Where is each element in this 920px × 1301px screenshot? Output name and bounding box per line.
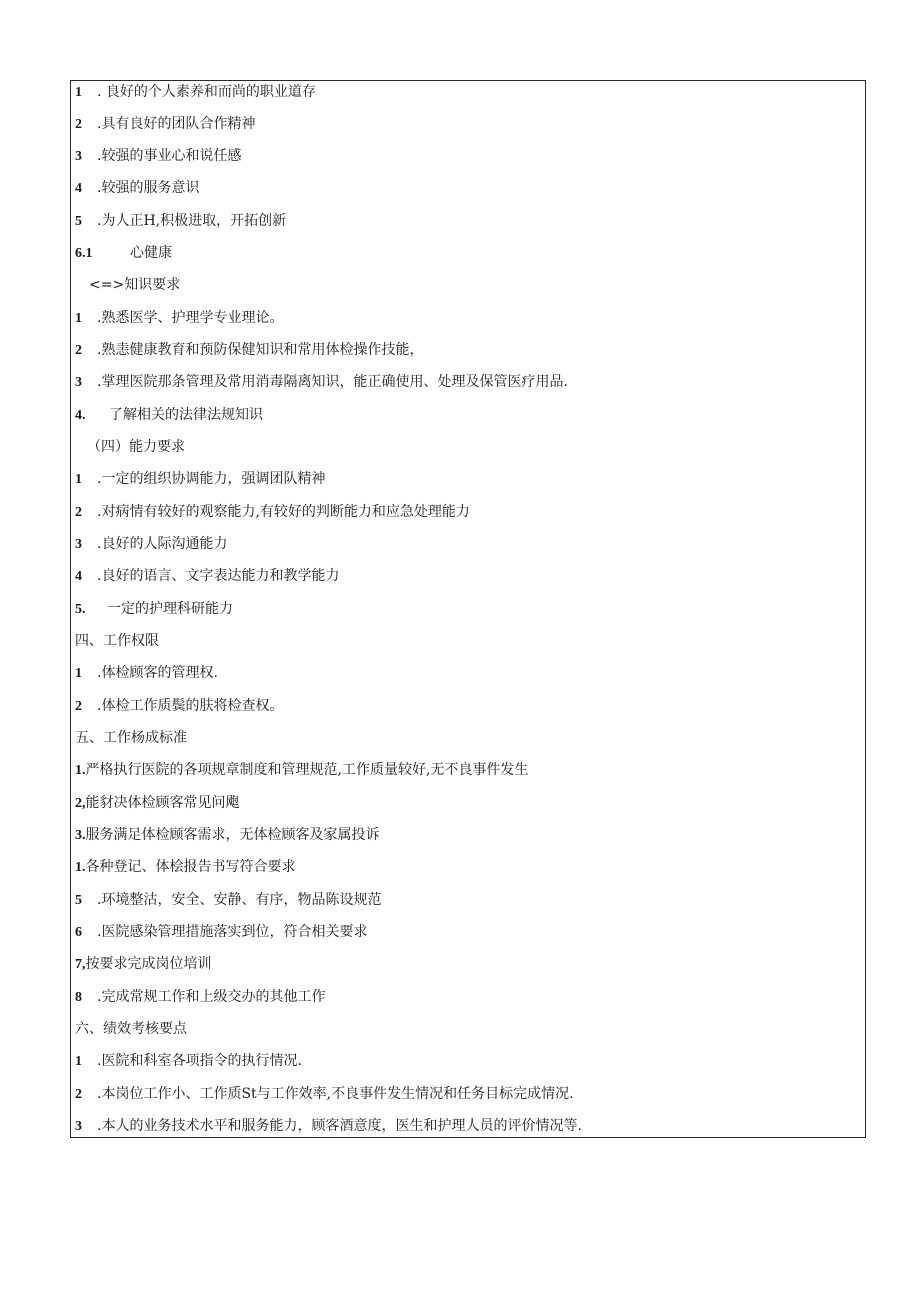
list-item <box>75 468 325 490</box>
section-heading <box>75 630 159 652</box>
item-text: .对病情有较好的观察能力,有较好的判断能力和应急处理能力 <box>97 504 470 520</box>
list-item <box>75 565 339 587</box>
list-item <box>75 339 423 361</box>
item-number: 4. <box>75 408 86 423</box>
item-number: 1. <box>75 763 86 778</box>
item-number: 5. <box>75 602 86 617</box>
item-number: 3. <box>75 828 86 843</box>
item-text: 按要求完成岗位培训 <box>85 956 212 972</box>
item-text: .医院感染管理措施落实到位，符合相关要求 <box>97 924 368 940</box>
list-item <box>75 856 296 878</box>
list-item <box>75 404 263 426</box>
list-item <box>75 824 380 846</box>
item-number: 6.1 <box>75 246 93 261</box>
item-text: .较强的事业心和说任感 <box>97 148 242 164</box>
list-item <box>75 533 227 555</box>
item-number: 1 <box>75 311 82 326</box>
section-heading <box>75 242 172 264</box>
list-item <box>75 662 218 684</box>
list-item <box>75 792 240 814</box>
item-text: .体检工作质鬓的肤将检查权。 <box>97 698 284 714</box>
section-heading <box>75 1018 187 1040</box>
item-text: .一定的组织协调能力，强调团队精神 <box>97 471 326 487</box>
item-text: 能豺决体检顾客常见问飑 <box>85 795 240 811</box>
item-text: <=>知识要求 <box>89 277 181 293</box>
list-item <box>75 113 255 135</box>
item-text: .熟恚健康教育和预防保健知识和常用体检操作技能， <box>97 342 424 358</box>
item-number: 3 <box>75 537 82 552</box>
item-number: 1 <box>75 666 82 681</box>
document-table-cell <box>70 80 866 1138</box>
item-number: 2 <box>75 505 82 520</box>
list-item <box>75 371 568 393</box>
list-item <box>75 1115 582 1137</box>
list-item <box>75 986 325 1008</box>
section-heading <box>89 274 180 296</box>
list-item <box>75 889 381 911</box>
item-text: 服务满足体检顾客需求，无体检顾客及家属投诉 <box>85 827 380 843</box>
item-text: .本岗位工作小、工作质St与工作效率,不良事件发生情况和任务目标完成情况. <box>97 1086 574 1102</box>
list-item <box>75 695 283 717</box>
item-number: 5 <box>75 893 82 908</box>
item-text: .具有良好的团队合作精神 <box>97 116 256 132</box>
list-item <box>75 210 286 232</box>
list-item <box>75 145 241 167</box>
item-text: .本人的业务技术水平和服务能力，顾客酒意度，医生和护理人员的评价情况等. <box>97 1118 582 1134</box>
item-text: 了解相关的法律法规知识 <box>109 407 263 423</box>
item-number: 2 <box>75 343 82 358</box>
item-number: 2 <box>75 117 82 132</box>
item-text: 严格执行医院的各项规章制度和管理规范,工作质量较好,无不良事件发生 <box>85 762 529 778</box>
item-text: .为人正H,积极进取，开拓创新 <box>97 213 287 229</box>
item-text: .医院和科室各项指令的执行情况. <box>97 1053 302 1069</box>
section-heading <box>87 436 185 458</box>
item-text: 一定的护理科研能力 <box>107 601 233 617</box>
item-number: 4 <box>75 181 82 196</box>
item-number: 6 <box>75 925 82 940</box>
list-item <box>75 921 367 943</box>
list-item <box>75 1083 574 1105</box>
item-number: 1. <box>75 860 86 875</box>
item-text: .环境整沽，安全、安静、有序，物品陈设规范 <box>97 892 382 908</box>
item-number: 8 <box>75 990 82 1005</box>
list-item <box>75 177 199 199</box>
item-number: 3 <box>75 149 82 164</box>
item-text: .良好的语言、文字表达能力和教学能力 <box>97 568 340 584</box>
item-number: 5 <box>75 214 82 229</box>
item-number: 2, <box>75 796 86 811</box>
item-text: .体检顾客的管理权. <box>97 665 218 681</box>
item-text: 心健康 <box>130 245 172 261</box>
item-text: （四）能力要求 <box>87 439 185 455</box>
item-text: 六、绩效考核要点 <box>75 1021 187 1037</box>
item-text: .较强的服务意识 <box>97 180 200 196</box>
list-item <box>75 1050 302 1072</box>
item-number: 4 <box>75 569 82 584</box>
item-number: 2 <box>75 699 82 714</box>
item-text: .完成常规工作和上级交办的其他工作 <box>97 989 326 1005</box>
item-number: 1 <box>75 1054 82 1069</box>
list-item <box>75 501 470 523</box>
list-item <box>75 759 528 781</box>
item-text: .掌理医院那条管理及常用消毒隔离知识，能正确使用、处理及保管医疗用品. <box>97 374 568 390</box>
list-item <box>75 81 316 103</box>
item-number: 3 <box>75 1119 82 1134</box>
item-text: 五、工作杨成标准 <box>75 730 187 746</box>
item-text: .熟悉医学、护理学专业理论。 <box>97 310 284 326</box>
item-number: 3 <box>75 375 82 390</box>
item-number: 1 <box>75 85 82 100</box>
item-text: .良好的人际沟通能力 <box>97 536 228 552</box>
item-text: 四、工作权限 <box>75 633 159 649</box>
item-number: 1 <box>75 472 82 487</box>
list-item <box>75 307 283 329</box>
list-item <box>75 598 233 620</box>
section-heading <box>75 727 187 749</box>
item-text: . 良好的个人素养和而尚的职业道存 <box>97 84 316 100</box>
item-number: 7, <box>75 957 86 972</box>
item-number: 2 <box>75 1087 82 1102</box>
list-item <box>75 953 212 975</box>
item-text: 各种登记、体桧报告书写符合要求 <box>85 859 296 875</box>
